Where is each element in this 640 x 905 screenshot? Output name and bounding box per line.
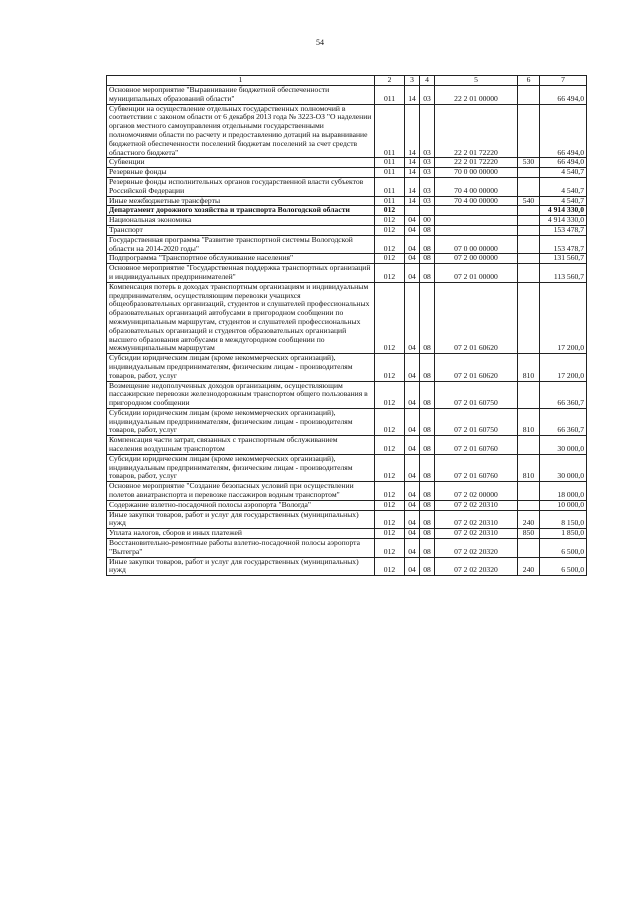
- row-expense-type-cell: [518, 206, 540, 216]
- row-section-cell: 04: [405, 436, 420, 455]
- row-section-cell: 04: [405, 539, 420, 558]
- row-amount-cell: 4 540,7: [540, 168, 587, 178]
- row-admin-code-cell: 012: [375, 282, 405, 353]
- table-row: [107, 264, 587, 283]
- column-header: 6: [518, 76, 540, 86]
- row-expense-type-cell: [518, 168, 540, 178]
- row-expense-type-cell: [518, 282, 540, 353]
- table-row: [107, 454, 587, 481]
- row-target-article-cell: 07 2 01 60760: [435, 454, 518, 481]
- row-admin-code-cell: 012: [375, 216, 405, 226]
- row-subsection-cell: 08: [420, 482, 435, 501]
- row-subsection-cell: 08: [420, 539, 435, 558]
- row-name-cell: Уплата налогов, сборов и иных платежей: [107, 529, 375, 539]
- row-amount-cell: 18 000,0: [540, 482, 587, 501]
- table-row: [107, 216, 587, 226]
- row-subsection-cell: 08: [420, 225, 435, 235]
- row-expense-type-cell: 810: [518, 408, 540, 435]
- row-amount-cell: 6 500,0: [540, 557, 587, 576]
- row-subsection-cell: 03: [420, 104, 435, 158]
- row-amount-cell: 4 914 330,0: [540, 216, 587, 226]
- row-subsection-cell: 08: [420, 235, 435, 254]
- row-expense-type-cell: [518, 104, 540, 158]
- row-amount-cell: 17 200,0: [540, 354, 587, 381]
- row-section-cell: 04: [405, 235, 420, 254]
- row-expense-type-cell: 810: [518, 454, 540, 481]
- row-target-article-cell: [435, 225, 518, 235]
- row-expense-type-cell: [518, 216, 540, 226]
- row-target-article-cell: 07 2 02 20310: [435, 529, 518, 539]
- row-amount-cell: 30 000,0: [540, 436, 587, 455]
- row-name-cell: Субсидии юридическим лицам (кроме некоммерческих организаций), индивидуальным предпринимателям, физическим лицам - производителям товаров, работ, услуг: [107, 354, 375, 381]
- row-admin-code-cell: 012: [375, 381, 405, 408]
- table-row: [107, 196, 587, 206]
- row-section-cell: 14: [405, 104, 420, 158]
- table-body: [107, 86, 587, 576]
- budget-table: [106, 75, 587, 576]
- row-section-cell: [405, 206, 420, 216]
- row-target-article-cell: 07 0 00 00000: [435, 235, 518, 254]
- row-expense-type-cell: 530: [518, 158, 540, 168]
- row-admin-code-cell: 012: [375, 206, 405, 216]
- row-admin-code-cell: 012: [375, 557, 405, 576]
- row-amount-cell: 10 000,0: [540, 500, 587, 510]
- row-amount-cell: 131 560,7: [540, 254, 587, 264]
- row-subsection-cell: 08: [420, 254, 435, 264]
- row-subsection-cell: 08: [420, 500, 435, 510]
- row-expense-type-cell: 540: [518, 196, 540, 206]
- row-name-cell: Иные закупки товаров, работ и услуг для государственных (муниципальных) нужд: [107, 510, 375, 529]
- row-target-article-cell: 07 2 02 20310: [435, 500, 518, 510]
- row-expense-type-cell: [518, 482, 540, 501]
- row-name-cell: Резервные фонды исполнительных органов государственной власти субъектов Российской Федерации: [107, 177, 375, 196]
- table-row: [107, 529, 587, 539]
- row-expense-type-cell: [518, 381, 540, 408]
- row-target-article-cell: 07 2 01 60750: [435, 408, 518, 435]
- row-admin-code-cell: 012: [375, 539, 405, 558]
- table-row: [107, 158, 587, 168]
- row-amount-cell: 66 494,0: [540, 86, 587, 105]
- row-subsection-cell: 08: [420, 510, 435, 529]
- row-name-cell: Иные закупки товаров, работ и услуг для государственных (муниципальных) нужд: [107, 557, 375, 576]
- row-name-cell: Компенсация части затрат, связанных с транспортным обслуживанием населения воздушным транспортом: [107, 436, 375, 455]
- row-admin-code-cell: 012: [375, 225, 405, 235]
- row-amount-cell: 153 478,7: [540, 235, 587, 254]
- row-target-article-cell: 07 2 02 20310: [435, 510, 518, 529]
- row-subsection-cell: 00: [420, 216, 435, 226]
- row-target-article-cell: 07 2 02 20320: [435, 557, 518, 576]
- row-subsection-cell: 08: [420, 436, 435, 455]
- table-row: [107, 539, 587, 558]
- row-target-article-cell: 70 4 00 00000: [435, 196, 518, 206]
- row-subsection-cell: 08: [420, 264, 435, 283]
- row-admin-code-cell: 012: [375, 529, 405, 539]
- row-name-cell: Восстановительно-ремонтные работы взлетно-посадочной полосы аэропорта "Вытегра": [107, 539, 375, 558]
- row-admin-code-cell: 012: [375, 408, 405, 435]
- row-target-article-cell: 70 4 00 00000: [435, 177, 518, 196]
- row-section-cell: 04: [405, 216, 420, 226]
- row-expense-type-cell: 810: [518, 354, 540, 381]
- row-amount-cell: 66 494,0: [540, 158, 587, 168]
- row-section-cell: 14: [405, 168, 420, 178]
- row-target-article-cell: 22 2 01 72220: [435, 104, 518, 158]
- row-name-cell: Субсидии юридическим лицам (кроме некоммерческих организаций), индивидуальным предпринимателям, физическим лицам - производителям товаров, работ, услуг: [107, 408, 375, 435]
- row-name-cell: Национальная экономика: [107, 216, 375, 226]
- row-subsection-cell: 08: [420, 454, 435, 481]
- row-admin-code-cell: 011: [375, 158, 405, 168]
- row-admin-code-cell: 011: [375, 177, 405, 196]
- row-amount-cell: 30 000,0: [540, 454, 587, 481]
- row-admin-code-cell: 012: [375, 235, 405, 254]
- table-row: [107, 235, 587, 254]
- row-subsection-cell: 08: [420, 354, 435, 381]
- row-section-cell: 14: [405, 158, 420, 168]
- row-section-cell: 04: [405, 408, 420, 435]
- row-subsection-cell: 08: [420, 408, 435, 435]
- column-header: 3: [405, 76, 420, 86]
- row-admin-code-cell: 011: [375, 196, 405, 206]
- table-row: [107, 104, 587, 158]
- row-target-article-cell: 07 2 01 00000: [435, 264, 518, 283]
- row-name-cell: Резервные фонды: [107, 168, 375, 178]
- row-expense-type-cell: [518, 436, 540, 455]
- row-expense-type-cell: [518, 86, 540, 105]
- table-row: [107, 168, 587, 178]
- row-expense-type-cell: 240: [518, 557, 540, 576]
- row-expense-type-cell: [518, 500, 540, 510]
- table-row: [107, 254, 587, 264]
- table-row: [107, 86, 587, 105]
- row-amount-cell: 1 850,0: [540, 529, 587, 539]
- table-row: [107, 206, 587, 216]
- row-admin-code-cell: 011: [375, 104, 405, 158]
- column-header: 2: [375, 76, 405, 86]
- row-section-cell: 04: [405, 381, 420, 408]
- row-section-cell: 14: [405, 86, 420, 105]
- row-section-cell: 04: [405, 282, 420, 353]
- row-target-article-cell: 07 2 00 00000: [435, 254, 518, 264]
- row-amount-cell: 113 560,7: [540, 264, 587, 283]
- row-target-article-cell: [435, 216, 518, 226]
- column-header: 1: [107, 76, 375, 86]
- row-name-cell: Иные межбюджетные трансферты: [107, 196, 375, 206]
- table-row: [107, 381, 587, 408]
- row-section-cell: 14: [405, 196, 420, 206]
- row-admin-code-cell: 011: [375, 168, 405, 178]
- row-admin-code-cell: 012: [375, 264, 405, 283]
- row-amount-cell: 4 540,7: [540, 196, 587, 206]
- row-target-article-cell: 22 2 01 00000: [435, 86, 518, 105]
- column-header: 5: [435, 76, 518, 86]
- row-subsection-cell: 03: [420, 158, 435, 168]
- row-name-cell: Департамент дорожного хозяйства и транспорта Вологодской области: [107, 206, 375, 216]
- row-amount-cell: 6 500,0: [540, 539, 587, 558]
- row-subsection-cell: 08: [420, 557, 435, 576]
- row-subsection-cell: 03: [420, 86, 435, 105]
- row-admin-code-cell: 012: [375, 354, 405, 381]
- table-row: [107, 354, 587, 381]
- row-name-cell: Транспорт: [107, 225, 375, 235]
- row-expense-type-cell: [518, 235, 540, 254]
- row-subsection-cell: 03: [420, 168, 435, 178]
- row-name-cell: Государственная программа "Развитие транспортной системы Вологодской области на 2014-2020 годы": [107, 235, 375, 254]
- row-amount-cell: 66 494,0: [540, 104, 587, 158]
- row-subsection-cell: 08: [420, 282, 435, 353]
- row-amount-cell: 4 914 330,0: [540, 206, 587, 216]
- table-row: [107, 482, 587, 501]
- row-subsection-cell: 08: [420, 381, 435, 408]
- row-name-cell: Субсидии юридическим лицам (кроме некоммерческих организаций), индивидуальным предпринимателям, физическим лицам - производителям товаров, работ, услуг: [107, 454, 375, 481]
- table-row: [107, 436, 587, 455]
- row-section-cell: 14: [405, 177, 420, 196]
- table-row: [107, 225, 587, 235]
- row-section-cell: 04: [405, 225, 420, 235]
- row-admin-code-cell: 012: [375, 510, 405, 529]
- table-row: [107, 282, 587, 353]
- row-amount-cell: 4 540,7: [540, 177, 587, 196]
- table-row: [107, 500, 587, 510]
- row-subsection-cell: 08: [420, 529, 435, 539]
- row-section-cell: 04: [405, 510, 420, 529]
- row-target-article-cell: [435, 206, 518, 216]
- row-amount-cell: 8 150,0: [540, 510, 587, 529]
- row-section-cell: 04: [405, 482, 420, 501]
- row-name-cell: Содержание взлетно-посадочной полосы аэропорта "Вологда": [107, 500, 375, 510]
- row-name-cell: Основное мероприятие "Создание безопасных условий при осуществлении полетов авиатранспорта и перевозке пассажиров водным транспортом": [107, 482, 375, 501]
- row-amount-cell: 153 478,7: [540, 225, 587, 235]
- row-expense-type-cell: 240: [518, 510, 540, 529]
- row-expense-type-cell: 850: [518, 529, 540, 539]
- row-name-cell: Основное мероприятие "Государственная поддержка транспортных организаций и индивидуальных предпринимателей": [107, 264, 375, 283]
- row-section-cell: 04: [405, 264, 420, 283]
- row-expense-type-cell: [518, 264, 540, 283]
- row-admin-code-cell: 012: [375, 482, 405, 501]
- row-name-cell: Субвенции на осуществление отдельных государственных полномочий в соответствии с законом области от 6 декабря 2013 года № 3223-ОЗ "О наделении органов местного самоуправления отдельными государственными полномочиями области по расчету и предоставлению дотаций на выравнивание бюджетной обеспеченности поселений бюджетам поселений за счет средств областного бюджета": [107, 104, 375, 158]
- row-amount-cell: 66 360,7: [540, 408, 587, 435]
- row-admin-code-cell: 012: [375, 500, 405, 510]
- row-expense-type-cell: [518, 225, 540, 235]
- page-number: 54: [316, 38, 324, 47]
- row-section-cell: 04: [405, 500, 420, 510]
- row-admin-code-cell: 011: [375, 86, 405, 105]
- row-target-article-cell: 22 2 01 72220: [435, 158, 518, 168]
- row-section-cell: 04: [405, 354, 420, 381]
- row-subsection-cell: 03: [420, 177, 435, 196]
- row-target-article-cell: 07 2 02 20320: [435, 539, 518, 558]
- row-name-cell: Субвенции: [107, 158, 375, 168]
- row-name-cell: Подпрограмма "Транспортное обслуживание населения": [107, 254, 375, 264]
- row-target-article-cell: 07 2 01 60760: [435, 436, 518, 455]
- row-target-article-cell: 07 2 01 60750: [435, 381, 518, 408]
- table-row: [107, 408, 587, 435]
- row-amount-cell: 66 360,7: [540, 381, 587, 408]
- row-admin-code-cell: 012: [375, 454, 405, 481]
- row-target-article-cell: 70 0 00 00000: [435, 168, 518, 178]
- row-subsection-cell: [420, 206, 435, 216]
- row-section-cell: 04: [405, 529, 420, 539]
- table-header-row: [107, 76, 587, 86]
- row-name-cell: Основное мероприятие "Выравнивание бюджетной обеспеченности муниципальных образований области": [107, 86, 375, 105]
- table-row: [107, 510, 587, 529]
- row-section-cell: 04: [405, 557, 420, 576]
- table-row: [107, 557, 587, 576]
- row-expense-type-cell: [518, 539, 540, 558]
- row-section-cell: 04: [405, 254, 420, 264]
- row-target-article-cell: 07 2 01 60620: [435, 282, 518, 353]
- row-admin-code-cell: 012: [375, 436, 405, 455]
- column-header: 4: [420, 76, 435, 86]
- row-name-cell: Компенсация потерь в доходах транспортным организациям и индивидуальным предпринимателям, осуществляющим перевозки учащихся общеобразовательных организаций, студентов и слушателей профессиональных образовательных организаций автобусами в пригородном сообщении по межмуниципальным маршрутам, студентов и слушателей профессиональных образовательных организаций и студентов образовательных организаций высшего образования автобусами в междугородном сообщении по межмуниципальным маршрутам: [107, 282, 375, 353]
- row-section-cell: 04: [405, 454, 420, 481]
- row-expense-type-cell: [518, 177, 540, 196]
- row-expense-type-cell: [518, 254, 540, 264]
- row-name-cell: Возмещение недополученных доходов организациям, осуществляющим пассажирские перевозки железнодорожным транспортом общего пользования в пригородном сообщении: [107, 381, 375, 408]
- row-amount-cell: 17 200,0: [540, 282, 587, 353]
- table-row: [107, 177, 587, 196]
- column-header: 7: [540, 76, 587, 86]
- row-target-article-cell: 07 2 01 60620: [435, 354, 518, 381]
- row-target-article-cell: 07 2 02 00000: [435, 482, 518, 501]
- row-admin-code-cell: 012: [375, 254, 405, 264]
- row-subsection-cell: 03: [420, 196, 435, 206]
